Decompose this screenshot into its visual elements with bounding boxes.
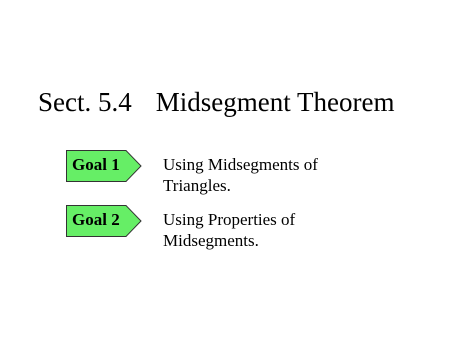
goal-label: Goal 2 (72, 210, 120, 229)
section-name: Midsegment Theorem (155, 87, 395, 117)
goal-label: Goal 1 (72, 155, 120, 174)
goal-description-line: Triangles. (163, 176, 231, 195)
goal-item-2 (66, 205, 426, 275)
goal-description (163, 209, 423, 251)
slide-title (38, 85, 394, 119)
goal-description-line: Midsegments. (163, 231, 259, 250)
goal-description-line: Using Midsegments of (163, 155, 318, 174)
section-number: Sect. 5.4 (38, 87, 132, 117)
goal-description-line: Using Properties of (163, 210, 296, 229)
goal-description (163, 154, 423, 196)
